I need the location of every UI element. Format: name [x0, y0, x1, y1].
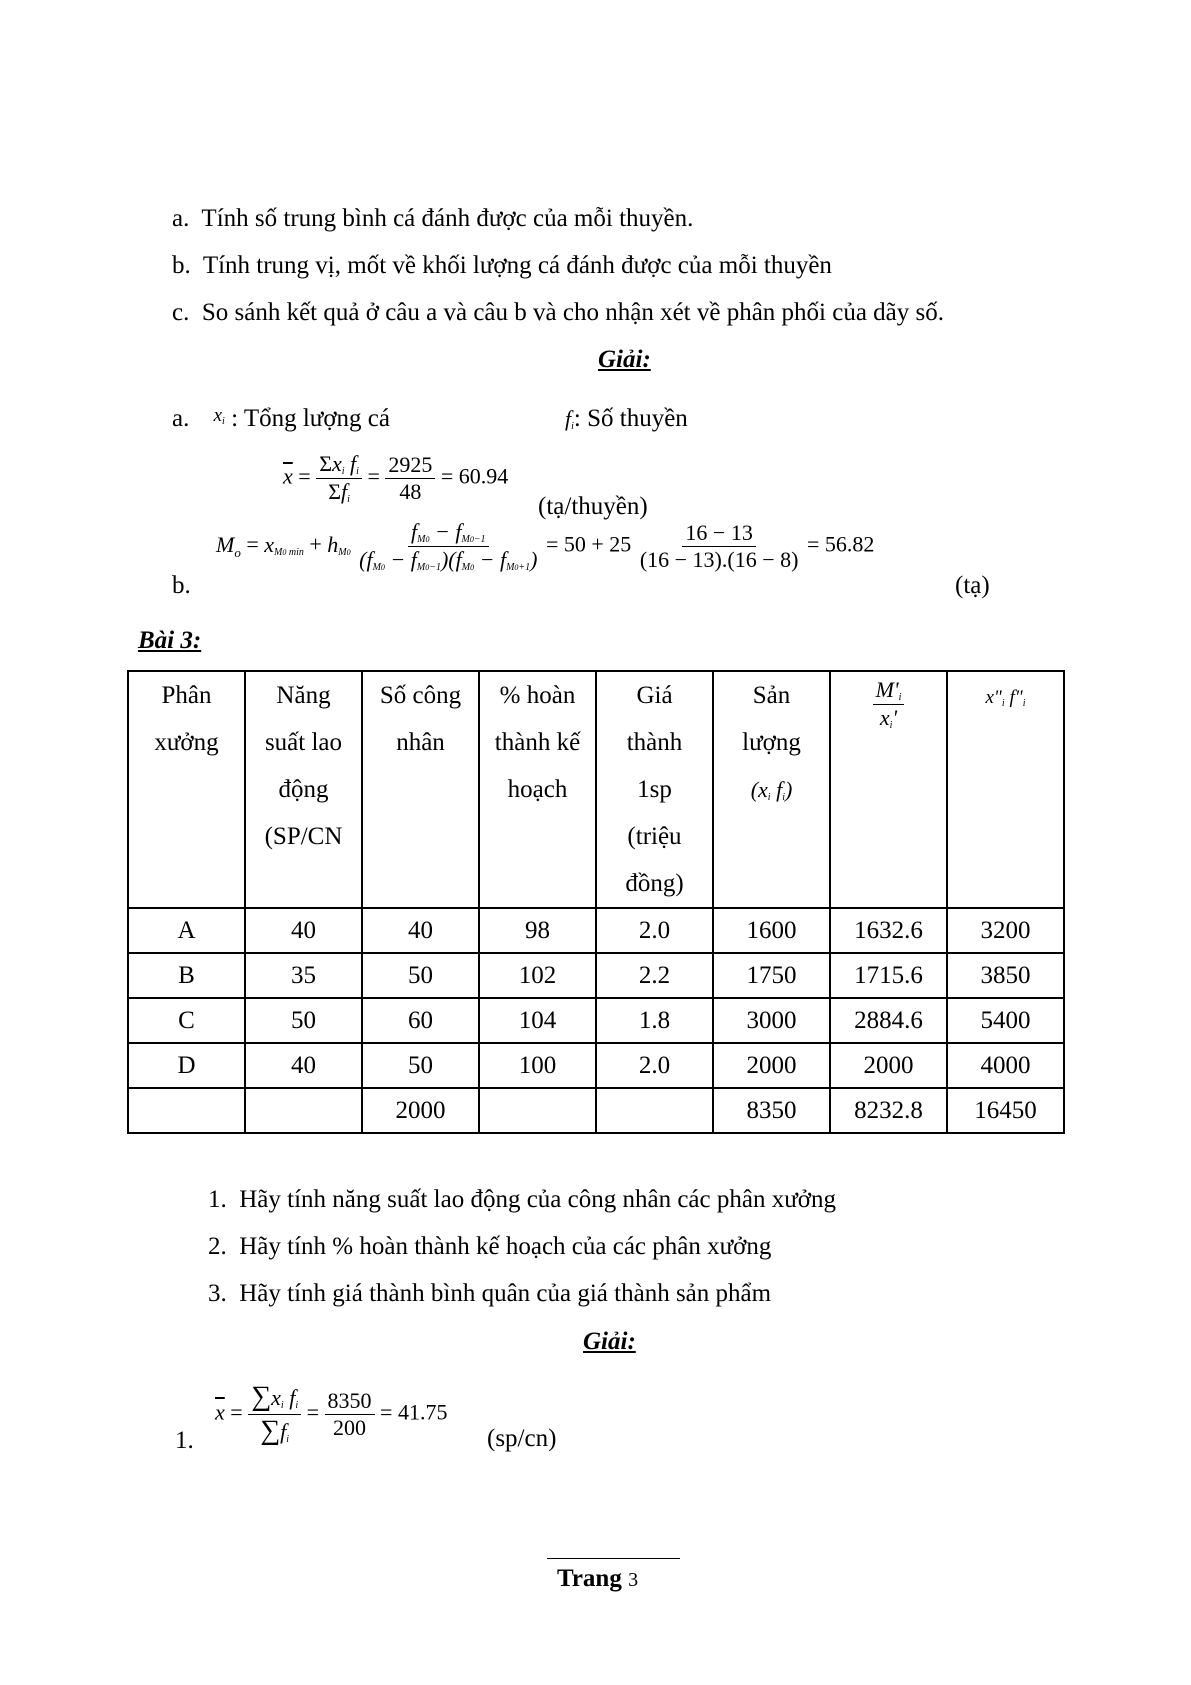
table-total-row — [128, 1088, 1064, 1133]
table-cell: 1600 — [713, 908, 830, 953]
table-row — [128, 998, 1064, 1043]
header-cell — [596, 671, 713, 908]
header-san-luong: Sản lượng — [742, 682, 801, 756]
table-cell: 50 — [362, 1043, 479, 1088]
table-cell: C — [128, 998, 245, 1043]
mean-denominator: 48 — [399, 479, 422, 504]
table-cell: 2000 — [830, 1043, 947, 1088]
fi-label: : Số thuyền — [573, 405, 688, 432]
solution-heading: Giải: — [598, 346, 651, 373]
mean-numerator: 2925 — [385, 453, 435, 479]
table-cell: D — [128, 1043, 245, 1088]
mode-mid: = 50 + 25 — [545, 531, 632, 557]
table-cell: 1.8 — [596, 998, 713, 1043]
table-cell: 2000 — [713, 1043, 830, 1088]
table-cell — [596, 1088, 713, 1133]
table-cell: 1750 — [713, 953, 830, 998]
table-cell: 8350 — [713, 1088, 830, 1133]
question-3: 3. Hãy tính giá thành bình quân của giá thành sản phẩm — [208, 1280, 772, 1307]
table-cell: 3000 — [713, 998, 830, 1043]
table-cell: 35 — [245, 953, 362, 998]
footer-page — [557, 1565, 638, 1593]
header-xifi-formula: (xi fi) — [750, 777, 793, 803]
header-xf-formula: x"i f"i — [985, 687, 1026, 709]
header-cell — [128, 671, 245, 908]
mean-formula: $\overline{x}$ = $\frac{\text{Σxi fi}}{\text{Σfi}}$ = $\frac{2925}{48}$ = 60.94 — [283, 451, 509, 505]
footer-page-number: 3 — [628, 1569, 639, 1591]
table-cell — [128, 1088, 245, 1133]
table-cell — [245, 1088, 362, 1133]
header-cell — [947, 671, 1064, 908]
fi-line — [565, 405, 688, 433]
header-gia-thanh: Giá thành 1sp (triệu đồng) — [625, 682, 684, 897]
table-cell: 2000 — [362, 1088, 479, 1133]
table-cell: 1632.6 — [830, 908, 947, 953]
table-cell: 40 — [362, 908, 479, 953]
mode-denominator: (16 − 13).(16 − 8) — [639, 547, 799, 572]
header-cell — [362, 671, 479, 908]
table-cell: 102 — [479, 953, 596, 998]
table-cell: 2.2 — [596, 953, 713, 998]
table-cell: A — [128, 908, 245, 953]
intro-item-a: a. Tính số trung bình cá đánh được của mỗi thuyền. — [172, 205, 694, 232]
table-cell: 60 — [362, 998, 479, 1043]
header-cell — [245, 671, 362, 908]
header-hoan-thanh: % hoàn thành kế hoạch — [494, 682, 581, 803]
table-cell: 8232.8 — [830, 1088, 947, 1133]
table-cell: 5400 — [947, 998, 1064, 1043]
table-cell: 2.0 — [596, 1043, 713, 1088]
header-so-cong-nhan: Số công nhân — [379, 682, 462, 756]
part-a-marker: a. — [172, 405, 190, 432]
part-b-marker: b. — [172, 572, 191, 599]
answer1-numerator: 8350 — [325, 1389, 375, 1415]
mean-result: = 60.94 — [440, 463, 509, 489]
question-1: 1. Hãy tính năng suất lao động của công nhân các phân xưởng — [208, 1186, 836, 1213]
table-cell: 40 — [245, 1043, 362, 1088]
table-header-row — [128, 671, 1064, 908]
table-cell: 4000 — [947, 1043, 1064, 1088]
bai3-title: Bài 3: — [138, 627, 202, 654]
part-a-line — [172, 405, 390, 433]
answer1-formula: $\overline{x}$ = $\frac{\text{∑xi fi}}{\sum fi}$ = $\frac{8350}{200}$ = 41.75 — [215, 1381, 448, 1446]
solution2-heading: Giải: — [583, 1328, 636, 1355]
table-row — [128, 908, 1064, 953]
table-cell: 104 — [479, 998, 596, 1043]
table-cell: 3200 — [947, 908, 1064, 953]
table-cell: 40 — [245, 908, 362, 953]
table-cell — [479, 1088, 596, 1133]
table-cell: 2.0 — [596, 908, 713, 953]
mode-numerator: 16 − 13 — [682, 521, 755, 547]
mode-unit: (tạ) — [955, 572, 990, 599]
fi-symbol: fi — [565, 406, 574, 432]
table-cell: 50 — [362, 953, 479, 998]
answer1-result: = 41.75 — [380, 1399, 448, 1425]
intro-item-b: b. Tính trung vị, mốt về khối lượng cá đánh được của mỗi thuyền — [172, 252, 832, 279]
table-cell: 100 — [479, 1043, 596, 1088]
footer-label: Trang — [557, 1565, 622, 1592]
answer1-denominator: 200 — [333, 1414, 367, 1440]
table-cell: 98 — [479, 908, 596, 953]
header-cell — [830, 671, 947, 908]
mean-unit: (tạ/thuyền) — [538, 493, 648, 520]
header-phan-xuong: Phân xưởng — [154, 682, 219, 756]
table-cell: 16450 — [947, 1088, 1064, 1133]
xi-symbol: xi — [213, 405, 225, 427]
xi-label: : Tổng lượng cá — [231, 405, 391, 432]
table-row — [128, 1043, 1064, 1088]
mode-result: = 56.82 — [806, 531, 875, 557]
answer1-unit: (sp/cn) — [487, 1425, 557, 1452]
table-cell: 3850 — [947, 953, 1064, 998]
table-cell: 50 — [245, 998, 362, 1043]
header-m-over-x: $\frac{M'i}{xi'}$ — [873, 678, 905, 731]
answer1-marker: 1. — [175, 1427, 194, 1454]
question-2: 2. Hãy tính % hoàn thành kế hoạch của các phân xưởng — [208, 1233, 772, 1260]
table-row — [128, 953, 1064, 998]
data-table — [127, 670, 1065, 1134]
header-nang-suat: Năng suất lao động (SP/CN — [264, 682, 343, 850]
header-cell — [479, 671, 596, 908]
intro-item-c: c. So sánh kết quả ở câu a và câu b và cho nhận xét về phân phối của dãy số. — [172, 299, 945, 326]
footer-divider — [547, 1558, 680, 1559]
mode-formula: $M_o = xM0$ min + hM0 $\frac{fM0 - fM0-1}{(fM0 - fM0-1)(fM0 - fM0+1)}$ = 50 + 25 $\frac{16 - 13}{(16 - 13).(16 - 8)}$ = 56.82 — [216, 519, 875, 573]
table-cell: 2884.6 — [830, 998, 947, 1043]
header-cell — [713, 671, 830, 908]
table-cell: B — [128, 953, 245, 998]
table-cell: 1715.6 — [830, 953, 947, 998]
